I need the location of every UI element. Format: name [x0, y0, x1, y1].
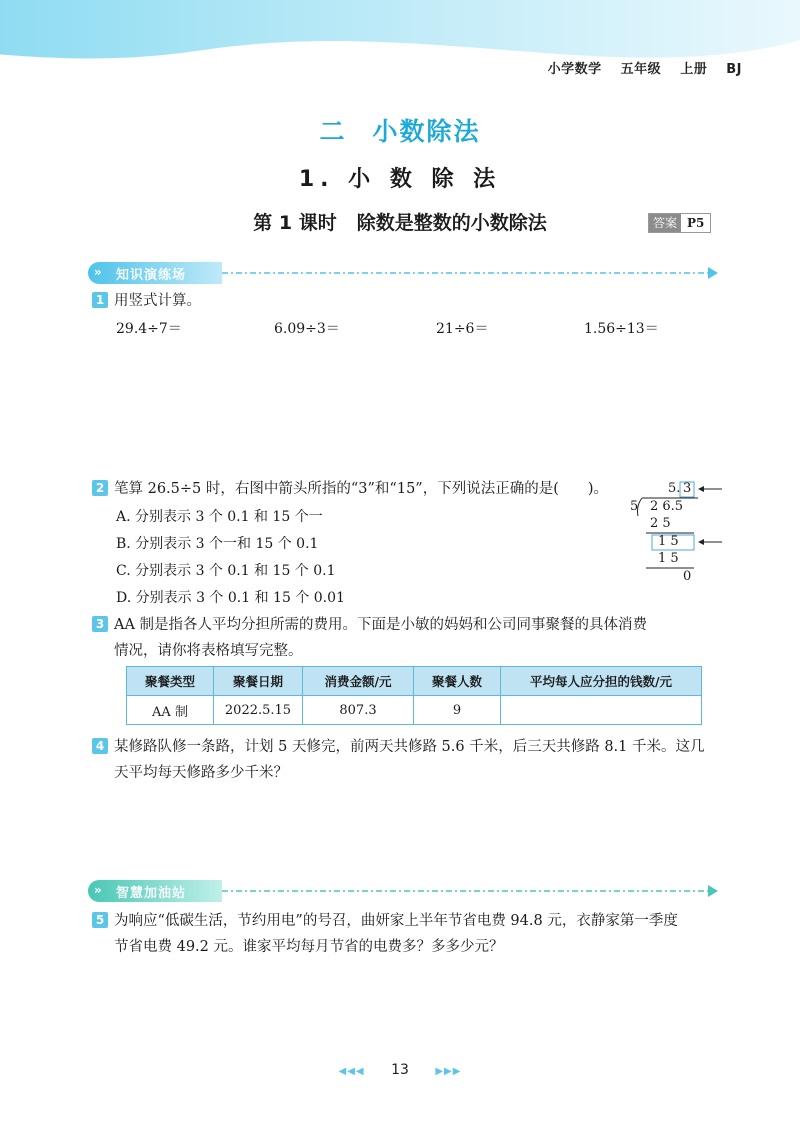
table-cell: 807.3 — [303, 696, 414, 725]
table-cell: AA 制 — [127, 696, 214, 725]
question-number: 5 — [92, 912, 108, 928]
next-triangles-icon: ▶▶▶ — [435, 1066, 462, 1077]
problem-item: 6.09÷3＝ — [274, 321, 340, 337]
quotient-integer: 5. — [668, 481, 681, 496]
boost-banner — [88, 880, 718, 902]
table-cell: 9 — [414, 696, 501, 725]
book-info — [534, 58, 742, 77]
question-number: 4 — [92, 738, 108, 754]
answer-blank-cell[interactable] — [501, 696, 702, 725]
question-text: 笔算 26.5÷5 时，右图中箭头所指的“3”和“15”，下列说法正确的是( )。 — [114, 481, 609, 497]
unit-name: 小数除法 — [372, 117, 481, 146]
question-5 — [92, 908, 678, 960]
volume-label: 上册 — [680, 62, 708, 77]
table-header: 平均每人应分担的钱数/元 — [501, 667, 702, 696]
lesson-name: 除数是整数的小数除法 — [356, 212, 547, 234]
page-number: 13 — [391, 1062, 409, 1078]
question-3 — [92, 612, 647, 664]
question-number: 1 — [92, 292, 108, 308]
unit-number: 二 — [319, 117, 347, 146]
option-b[interactable]: B. 分别表示 3 个一和 15 个 0.1 — [116, 536, 319, 552]
table-header: 聚餐类型 — [127, 667, 214, 696]
table-header: 聚餐日期 — [214, 667, 303, 696]
table-header-row — [127, 667, 702, 696]
subtract-step-3: 1 5 — [658, 551, 679, 566]
question-1 — [92, 288, 201, 314]
grade-label: 五年级 — [620, 62, 662, 77]
divisor: 5 — [630, 499, 639, 514]
answer-label: 答案 — [649, 214, 681, 232]
page-footer — [0, 1062, 800, 1078]
option-d[interactable]: D. 分别表示 3 个 0.1 和 15 个 0.01 — [116, 590, 345, 606]
edition-label: BJ — [726, 62, 742, 77]
double-chevron-icon: » — [94, 265, 102, 279]
q2-options — [116, 504, 345, 612]
boost-banner-label: 智慧加油站 — [116, 886, 187, 901]
table-header: 消费金额/元 — [303, 667, 414, 696]
question-number: 2 — [92, 480, 108, 496]
long-division-diagram — [628, 478, 728, 588]
unit-title — [0, 112, 800, 148]
quotient-decimal: 3 — [683, 481, 692, 496]
question-4 — [92, 734, 705, 786]
table-cell: 2022.5.15 — [214, 696, 303, 725]
question-text-line1: 为响应“低碳生活，节约用电”的号召，曲妍家上半年节省电费 94.8 元，衣静家第一季度 — [114, 913, 678, 929]
problem-item: 29.4÷7＝ — [116, 321, 182, 337]
remainder: 0 — [683, 569, 692, 584]
problem-item: 1.56÷13＝ — [584, 321, 659, 337]
section-title: 1. 小 数 除 法 — [298, 167, 502, 192]
meal-cost-table — [126, 666, 702, 725]
question-text-line2: 情况，请你将表格填写完整。 — [114, 643, 303, 659]
question-text-line2: 天平均每天修路多少千米？ — [114, 765, 288, 781]
subtract-step-1: 2 5 — [650, 516, 671, 531]
practice-banner-label: 知识演练场 — [116, 268, 187, 283]
question-text-line1: 某修路队修一条路，计划 5 天修完，前两天共修路 5.6 千米，后三天共修路 8.1 千米。这几 — [114, 739, 705, 755]
table-row — [127, 696, 702, 725]
question-number: 3 — [92, 616, 108, 632]
dividend: 2 6.5 — [650, 499, 684, 514]
question-2 — [92, 476, 608, 502]
answer-page: P5 — [681, 214, 710, 232]
question-text-line1: AA 制是指各人平均分担所需的费用。下面是小敏的妈妈和公司同事聚餐的具体消费 — [114, 617, 648, 633]
option-c[interactable]: C. 分别表示 3 个 0.1 和 15 个 0.1 — [116, 563, 336, 579]
option-a[interactable]: A. 分别表示 3 个 0.1 和 15 个一 — [116, 509, 323, 525]
dash-arrow-line — [222, 262, 722, 284]
problem-item: 21÷6＝ — [436, 321, 489, 337]
bring-down-step-2: 1 5 — [658, 534, 679, 549]
prev-triangles-icon: ◀◀◀ — [338, 1066, 365, 1077]
lesson-number: 第 1 课时 — [253, 212, 337, 234]
question-text: 用竖式计算。 — [114, 293, 201, 309]
subject-label: 小学数学 — [547, 62, 602, 77]
answer-reference — [648, 213, 711, 233]
practice-banner — [88, 262, 718, 284]
table-header: 聚餐人数 — [414, 667, 501, 696]
dash-arrow-line — [222, 880, 722, 902]
question-text-line2: 节省电费 49.2 元。谁家平均每月节省的电费多？多多少元？ — [114, 939, 504, 955]
double-chevron-icon: » — [94, 883, 102, 897]
